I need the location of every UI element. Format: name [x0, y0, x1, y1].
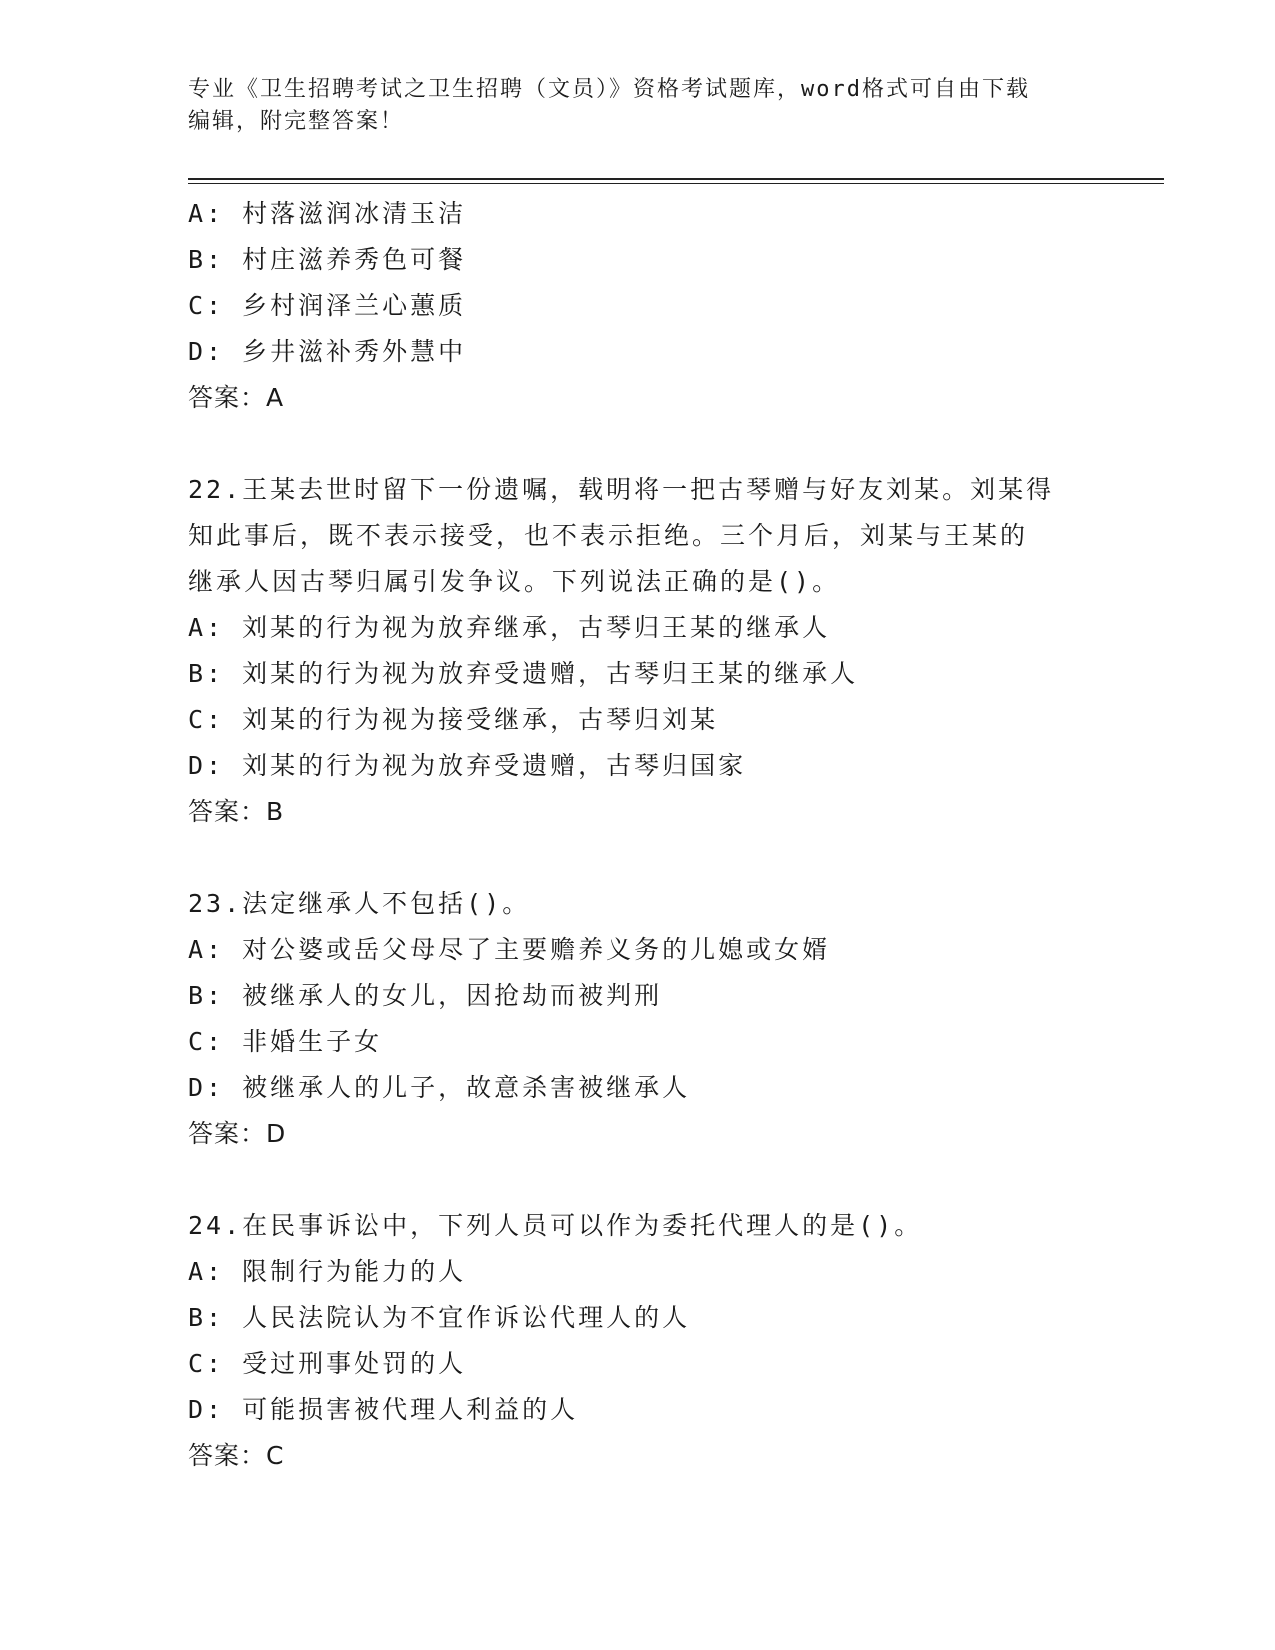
spacer: [188, 1157, 1148, 1203]
header-divider-thick: [188, 178, 1164, 180]
question-block-24: [188, 1203, 1148, 1479]
question-stem: 知此事后，既不表示接受，也不表示拒绝。三个月后，刘某与王某的: [188, 521, 1029, 550]
option-a: A: 刘某的行为视为放弃继承，古琴归王某的继承人: [188, 613, 831, 642]
option-b: B: 人民法院认为不宜作诉讼代理人的人: [188, 1303, 691, 1332]
option-a: A: 限制行为能力的人: [188, 1257, 467, 1286]
question-block-22: [188, 467, 1148, 835]
option-b: B: 被继承人的女儿，因抢劫而被判刑: [188, 981, 663, 1010]
option-a: A: 村落滋润冰清玉洁: [188, 199, 467, 228]
document-header: [188, 74, 1068, 138]
option-d: D: 可能损害被代理人利益的人: [188, 1395, 579, 1424]
question-block-21: [188, 191, 1148, 421]
spacer: [188, 421, 1148, 467]
option-c: C: 刘某的行为视为接受继承，古琴归刘某: [188, 705, 719, 734]
question-stem: 23.法定继承人不包括()。: [188, 889, 531, 918]
option-c: C: 乡村润泽兰心蕙质: [188, 291, 467, 320]
header-line-2: 编辑，附完整答案！: [188, 109, 405, 134]
option-d: D: 被继承人的儿子，故意杀害被继承人: [188, 1073, 691, 1102]
option-b: B: 村庄滋养秀色可餐: [188, 245, 467, 274]
answer-line: 答案：B: [188, 797, 285, 826]
option-b: B: 刘某的行为视为放弃受遗赠，古琴归王某的继承人: [188, 659, 859, 688]
question-stem: 24.在民事诉讼中，下列人员可以作为委托代理人的是()。: [188, 1211, 923, 1240]
question-block-23: [188, 881, 1148, 1157]
option-c: C: 受过刑事处罚的人: [188, 1349, 467, 1378]
option-d: D: 乡井滋补秀外慧中: [188, 337, 467, 366]
header-divider-thin: [188, 183, 1164, 184]
question-list: [188, 191, 1148, 1479]
answer-line: 答案：C: [188, 1441, 285, 1470]
answer-line: 答案：D: [188, 1119, 287, 1148]
question-stem: 继承人因古琴归属引发争议。下列说法正确的是()。: [188, 567, 841, 596]
option-d: D: 刘某的行为视为放弃受遗赠，古琴归国家: [188, 751, 747, 780]
spacer: [188, 835, 1148, 881]
option-c: C: 非婚生子女: [188, 1027, 383, 1056]
option-a: A: 对公婆或岳父母尽了主要赡养义务的儿媳或女婿: [188, 935, 831, 964]
header-line-1: 专业《卫生招聘考试之卫生招聘（文员）》资格考试题库，word格式可自由下载: [188, 77, 1030, 102]
answer-line: 答案：A: [188, 383, 285, 412]
question-stem: 22.王某去世时留下一份遗嘱，载明将一把古琴赠与好友刘某。刘某得: [188, 475, 1055, 504]
